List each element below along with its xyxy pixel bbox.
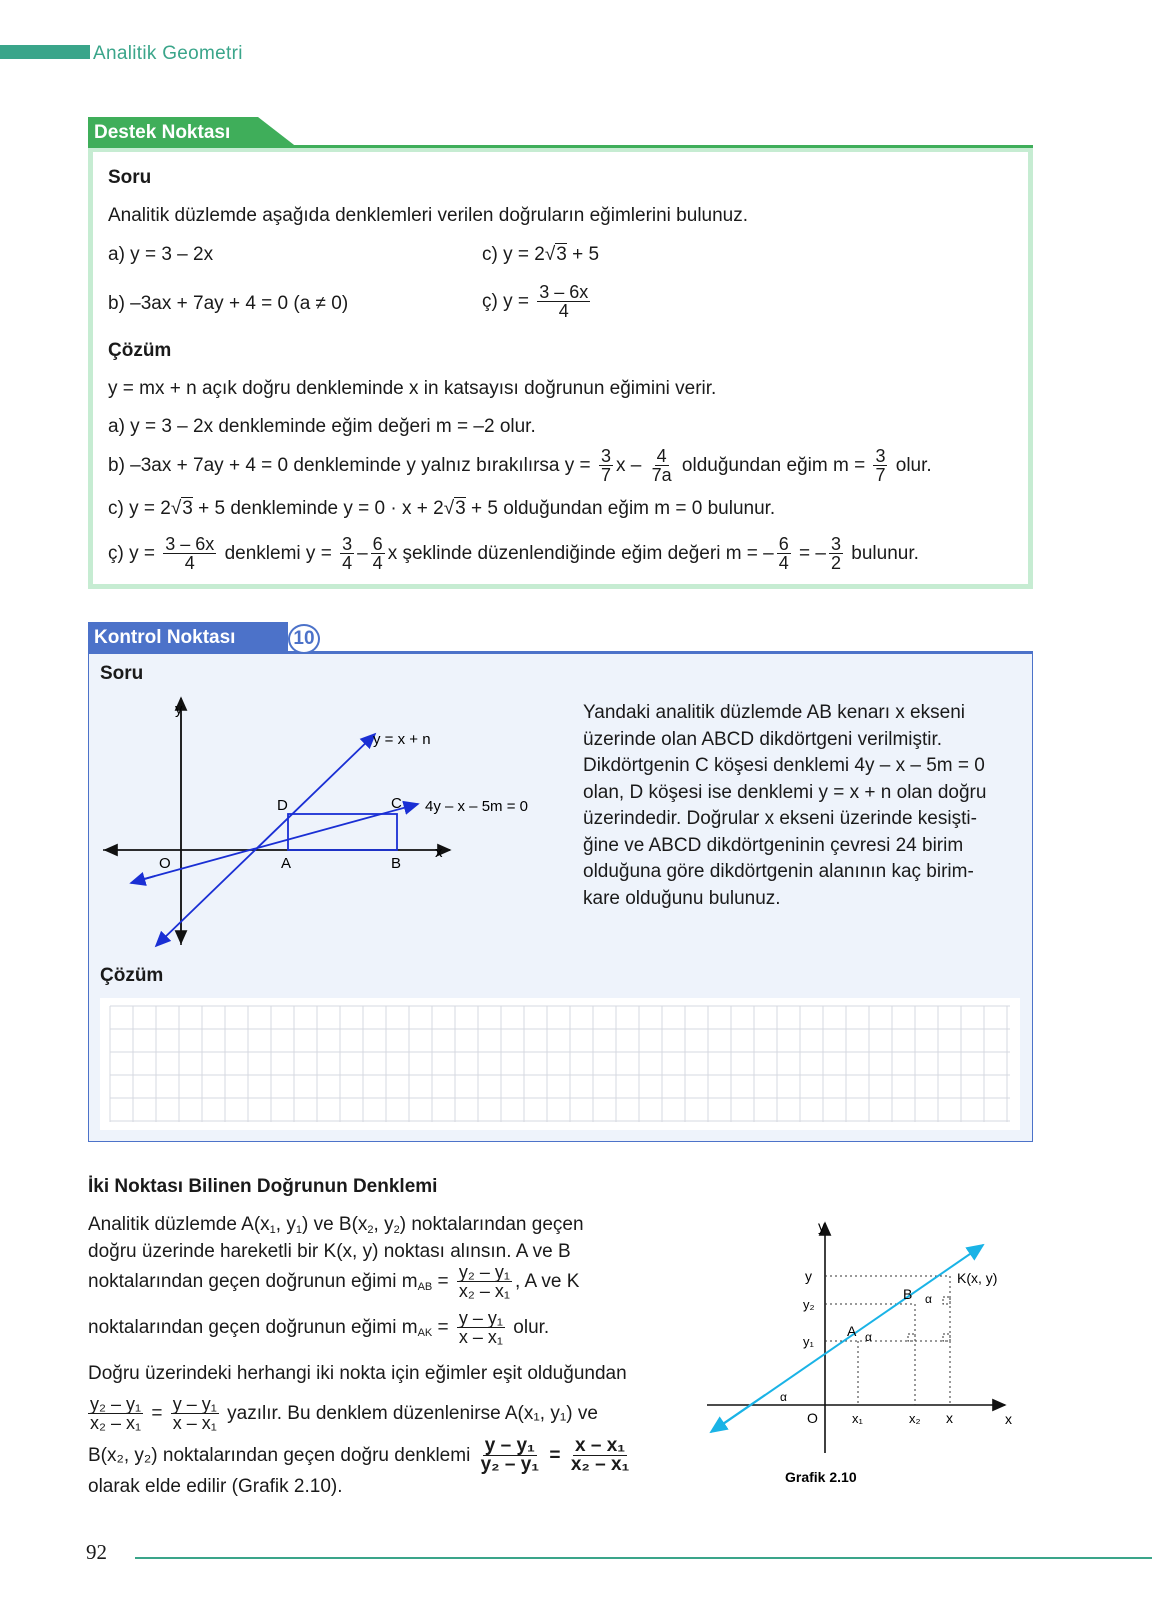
destek-cozum-title: Çözüm <box>108 340 172 361</box>
grafik-x-label: x <box>1005 1411 1012 1427</box>
grafik-alpha-o: α <box>780 1390 787 1404</box>
kontrol-label: Kontrol Noktası <box>94 627 236 648</box>
line-4y-tail <box>131 876 155 883</box>
kontrol-text-line: ğine ve ABCD dikdörtgeninin çevresi 24 birim <box>583 834 964 856</box>
line-y-x-n <box>160 734 375 942</box>
grafik-point-k: K(x, y) <box>957 1270 998 1286</box>
point-d-label: D <box>277 797 288 814</box>
kontrol-text-line: üzerindedir. Doğrular x ekseni üzerinde kesişti- <box>583 808 977 829</box>
section-p2-line2: $\frac{\text{y₂ – y₁}}{\text{x₂ – x₁}}$ = $\frac{\text{y – y₁}}{\text{x – x₁}}$ yazılır. Bu denklem düzenlenirse A(x₁, y₁) ve <box>90 1394 598 1434</box>
destek-soru-text: Analitik düzlemde aşağıda denklemleri verilen doğruların eğimlerini bulunuz. <box>108 205 749 226</box>
point-a-label: A <box>281 855 292 872</box>
destek-item-a: a) y = 3 – 2x <box>108 244 214 265</box>
section-p1-line1: Analitik düzlemde $A(x_1$, $y_1$) ve $B(x_2$, $y_2$) noktalarından geçen <box>88 1214 584 1236</box>
grafik-y2-tick: y₂ <box>803 1297 815 1312</box>
section-p1-line4: noktalarından geçen doğrunun eğimi $m_{AK}$ = $\frac{\text{y – y₁}}{\text{x – x₁}}$ olur. <box>88 1308 550 1348</box>
grafik-y-tick: y <box>805 1268 812 1284</box>
o-label: O <box>159 855 171 872</box>
section-p1-line3: noktalarından geçen doğrunun eğimi $m_{AB}$ = $\frac{\text{y₂ – y₁}}{\text{x₂ – x₁}}$ , A ve K <box>88 1262 580 1302</box>
grafik-line-tail <box>711 1395 765 1432</box>
page-number: 92 <box>86 1540 107 1564</box>
section-p1-line2: doğru üzerinde hareketli bir K(x, y) noktası alınsın. A ve B <box>88 1241 571 1262</box>
grafik-caption: Grafik 2.10 <box>785 1469 857 1485</box>
kontrol-text-line: olan, D köşesi ise denklemi y = x + n olan doğru <box>583 781 987 803</box>
point-b-label: B <box>391 855 402 872</box>
grafik-y1-tick: y₁ <box>803 1334 814 1349</box>
point-c-label: C <box>391 795 402 812</box>
rectangle-abcd <box>288 814 397 850</box>
destek-item-b: b) –3ax + 7ay + 4 = 0 (a ≠ 0) <box>108 293 349 314</box>
line1-label: y = x + n <box>373 731 431 748</box>
destek-sol-b: b) –3ax + 7ay + 4 = 0 denkleminde y yalnız bırakılırsa y = $\frac{3}{7}$ x – $\frac{4}{7a}$ olduğundan eğim m = $\frac{3}{7}$ olur. <box>108 446 932 486</box>
kontrol-text <box>583 700 1023 912</box>
kontrol-number-badge: 10 <box>288 624 320 654</box>
line2-label: 4y – x – 5m = 0 <box>425 798 528 815</box>
grafik-point-a: A <box>847 1323 857 1339</box>
line-4y <box>133 804 418 882</box>
section-p2-line4: olarak elde edilir (Grafik 2.10). <box>88 1476 343 1497</box>
grafik-point-b: B <box>903 1286 913 1302</box>
destek-soru-title: Soru <box>108 167 152 188</box>
destek-intro: y = mx + n açık doğru denkleminde x in katsayısı doğrunun eğimini verir. <box>108 378 717 399</box>
destek-sol-cc: ç) y = $\frac{3 - 6x}{4}$ denklemi y = $\frac{3}{4}$ – $\frac{6}{4}$ x şeklinde düzenlendiğinde eğim değeri m = – $\frac{6}{4}$ = – $\frac{3}{2}$ bulunur. <box>108 534 919 574</box>
y-label: y <box>175 701 183 718</box>
grafik-x-tick: x <box>946 1410 953 1426</box>
destek-label: Destek Noktası <box>94 122 231 143</box>
grafik-o-label: O <box>807 1410 818 1426</box>
kontrol-soru-title: Soru <box>100 663 144 684</box>
x-label: x <box>435 844 443 861</box>
kontrol-text-line: Yandaki analitik düzlemde AB kenarı x ekseni <box>583 702 965 723</box>
answer-grid[interactable] <box>100 998 1020 1130</box>
section-title: İki Noktası Bilinen Doğrunun Denklemi <box>88 1176 438 1197</box>
destek-top-line <box>88 145 1033 148</box>
grafik-x1-tick: x₁ <box>852 1411 863 1426</box>
kontrol-text-line: olduğuna göre dikdörtgenin alanının kaç birim- <box>583 861 974 882</box>
header-accent-bar <box>0 45 90 59</box>
grafik-alpha-a: α <box>865 1330 872 1344</box>
kontrol-text-line: Dikdörtgenin C köşesi denklemi 4y – x – 5m = 0 <box>583 755 985 776</box>
kontrol-text-line: üzerinde olan ABCD dikdörtgeni verilmiştir. <box>583 728 943 750</box>
destek-sol-a: a) y = 3 – 2x denkleminde eğim değeri m = –2 olur. <box>108 416 536 437</box>
destek-item-c: c) y = 2√3 + 5 <box>482 244 600 265</box>
kontrol-top-line <box>88 651 1033 654</box>
destek-sol-c: c) y = 2√3 + 5 denkleminde y = 0 · x + 2√3 + 5 olduğundan eğim m = 0 bulunur. <box>108 498 776 519</box>
kontrol-text-line: kare olduğunu bulunuz. <box>583 887 781 909</box>
section-p2-line3: B(x₂, y₂) noktalarından geçen doğru denklemi $\frac{\text{y – y₁}}{\text{y₂ – y₁}}$ = $\frac{\text{x – x₁}}{\text{x₂ – x₁}}$ <box>88 1435 630 1476</box>
grafik-alpha-b: α <box>925 1292 932 1306</box>
destek-item-cc: ç) y = $\frac{3 - 6x}{4}$ <box>482 282 589 322</box>
kontrol-cozum-title: Çözüm <box>100 965 164 986</box>
grafik-y-label: y <box>818 1218 825 1234</box>
footer-line <box>135 1557 1152 1559</box>
section-p2-line1: Doğru üzerindeki herhangi iki nokta için eğimler eşit olduğundan <box>88 1363 627 1384</box>
grafik-x2-tick: x₂ <box>909 1411 921 1426</box>
kontrol-figure <box>95 690 528 960</box>
grafik-figure <box>705 1205 1035 1490</box>
header-title: Analitik Geometri <box>93 43 243 64</box>
line-y-x-n-tail <box>156 942 160 946</box>
